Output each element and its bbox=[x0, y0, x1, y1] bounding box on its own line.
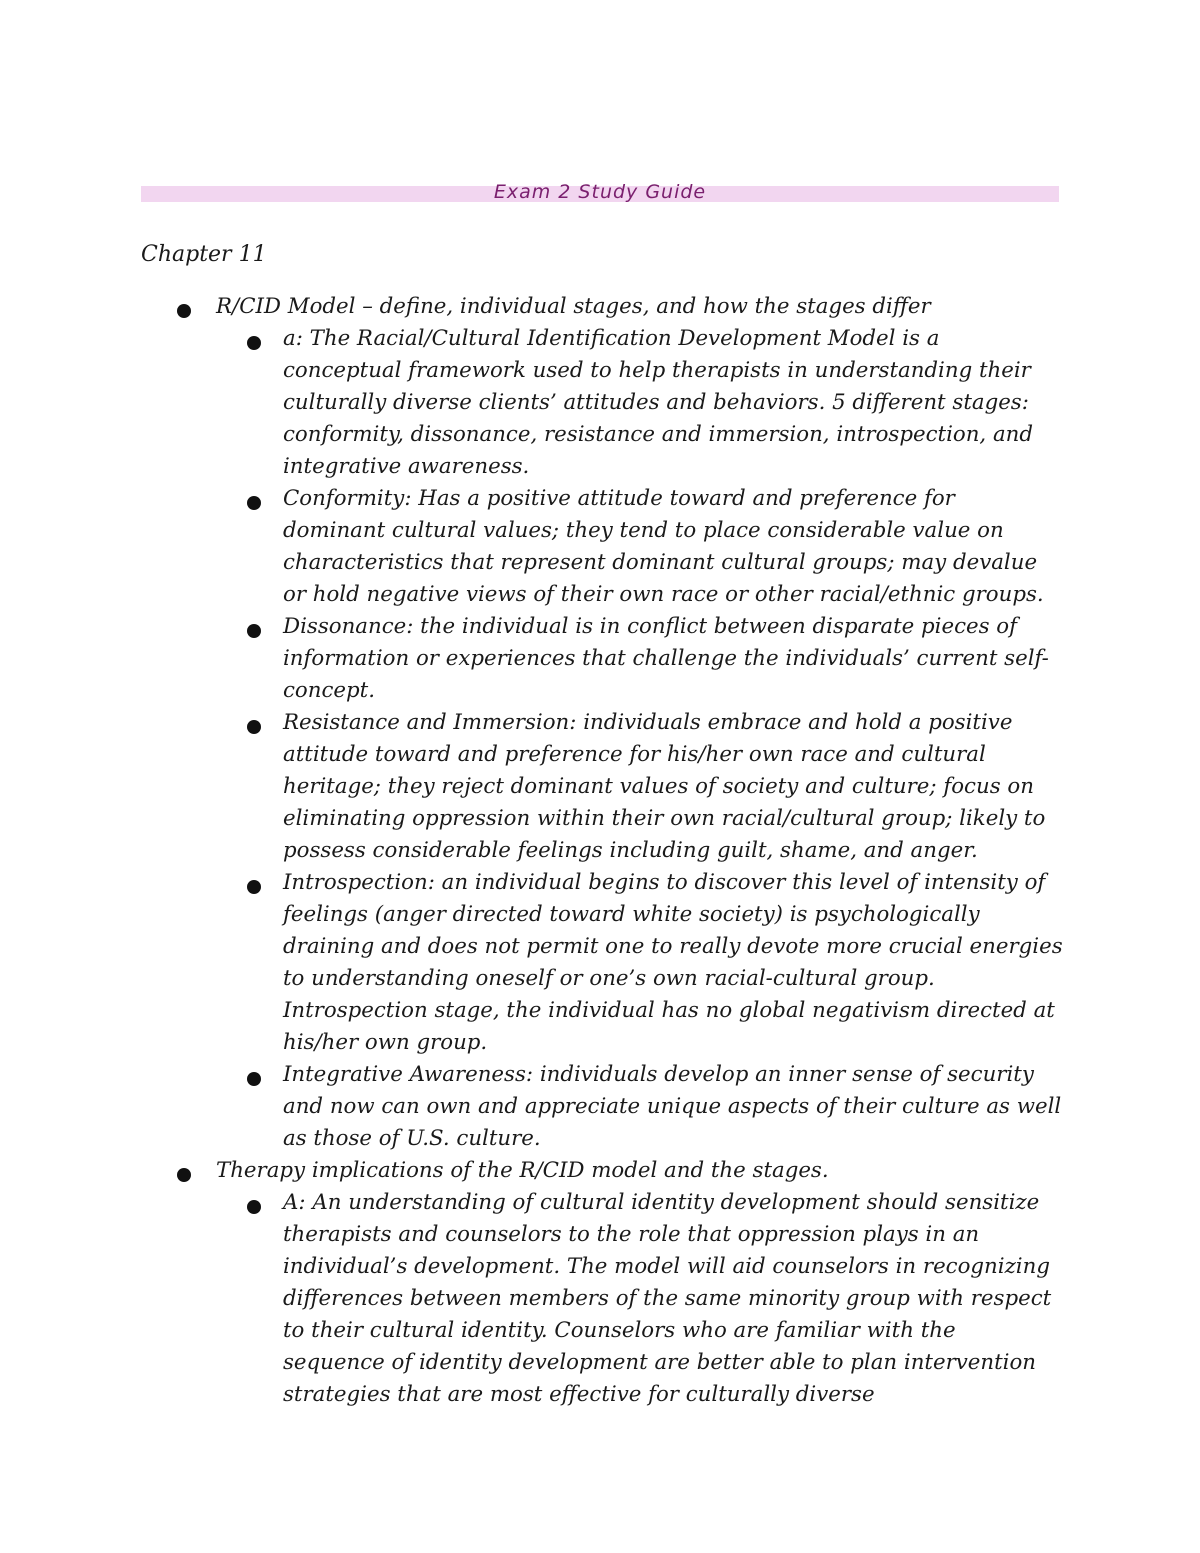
list-item-text: Therapy implications of the R/CID model and the stages. bbox=[216, 1158, 829, 1183]
sub-list-item-text: Integrative Awareness: individuals develop an inner sense of security and now can own and appreciate unique aspects of their culture as well as those of U.S. culture. bbox=[283, 1062, 1062, 1151]
document-title: Exam 2 Study Guide bbox=[493, 181, 707, 203]
sub-list-item-text: a: The Racial/Cultural Identification Development Model is a conceptual framework used to help therapists in understanding their culturally diverse clients’ attitudes and behaviors. 5 different stages: conformity, dissonance, resistance and immersion, introspection, and integrative awareness. bbox=[283, 326, 1033, 479]
bullet-icon bbox=[247, 1072, 261, 1086]
sub-list-item bbox=[0, 867, 1063, 1059]
sub-list-item-text: Introspection: an individual begins to discover this level of intensity of feelings (anger directed toward white society) is psychologically draining and does not permit one to really devote more crucial energies to understanding oneself or one’s own racial-cultural group. Introspection stage, the individual has no global negativism directed at his/her own group. bbox=[283, 870, 1063, 1055]
sub-list-item bbox=[0, 323, 1063, 483]
sub-list-item bbox=[0, 611, 1063, 707]
sub-list-item bbox=[0, 483, 1063, 611]
bullet-icon bbox=[247, 336, 261, 350]
bullet-icon bbox=[177, 1168, 191, 1182]
list-item bbox=[0, 291, 1066, 323]
chapter-heading: Chapter 11 bbox=[141, 242, 267, 267]
sub-list-item bbox=[0, 707, 1063, 867]
study-guide-list bbox=[0, 291, 1200, 1411]
sub-list-item-text: A: An understanding of cultural identity development should sensitize therapists and counselors to the role that oppression plays in an individual’s development. The model will aid counselors in recognizing differences between members of the same minority group with respect to their cultural identity. Counselors who are familiar with the sequence of identity development are better able to plan intervention strategies that are most effective for culturally diverse bbox=[283, 1190, 1052, 1407]
list-item bbox=[0, 1155, 1066, 1187]
bullet-icon bbox=[247, 1200, 261, 1214]
list-item-text: R/CID Model – define, individual stages, and how the stages differ bbox=[216, 294, 931, 319]
sub-list-item-text: Conformity: Has a positive attitude toward and preference for dominant cultural values; they tend to place considerable value on characteristics that represent dominant cultural groups; may devalue or hold negative views of their own race or other racial/ethnic groups. bbox=[283, 486, 1044, 607]
bullet-icon bbox=[247, 880, 261, 894]
bullet-icon bbox=[247, 624, 261, 638]
sub-list-item-text: Resistance and Immersion: individuals embrace and hold a positive attitude toward and preference for his/her own race and cultural heritage; they reject dominant values of society and culture; focus on eliminating oppression within their own racial/cultural group; likely to possess considerable feelings including guilt, shame, and anger. bbox=[283, 710, 1046, 863]
sub-list-item-text: Dissonance: the individual is in conflict between disparate pieces of information or experiences that challenge the individuals’ current self-concept. bbox=[283, 614, 1049, 703]
sub-list-item bbox=[0, 1187, 1063, 1411]
bullet-icon bbox=[247, 720, 261, 734]
sub-list-item bbox=[0, 1059, 1063, 1155]
bullet-icon bbox=[247, 496, 261, 510]
bullet-icon bbox=[177, 304, 191, 318]
